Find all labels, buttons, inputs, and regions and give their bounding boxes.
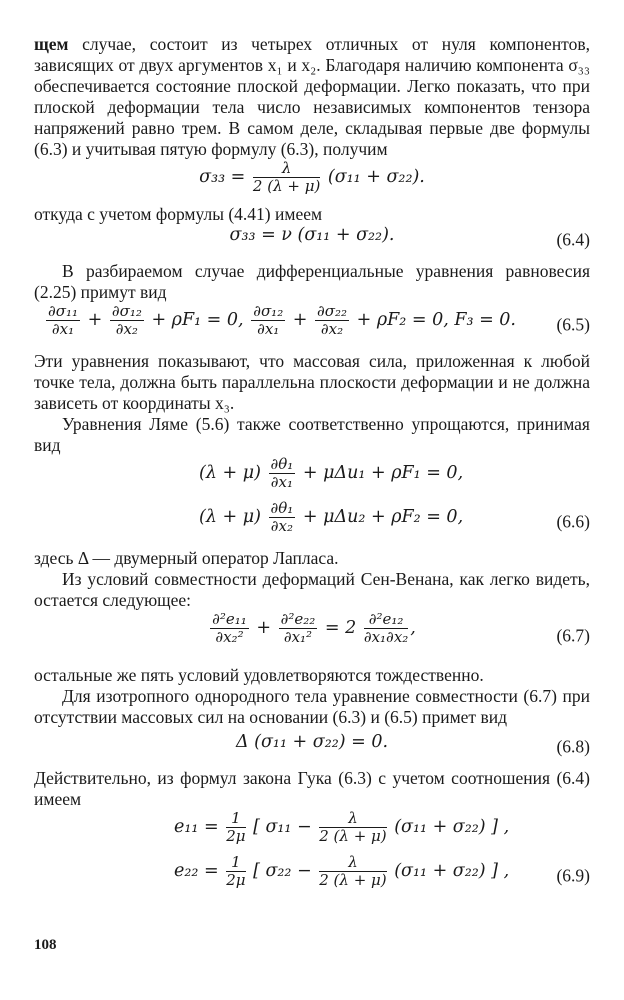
eq65-mid: + ρF₁ = 0, (151, 310, 244, 330)
eq69b-end: (σ₁₁ + σ₂₂) ] , (394, 861, 510, 881)
paragraph-9: Для изотропного однородного тела уравнение совместности (6.7) при отсутствии массовых сил на основании (6.3) и (6.5) примет вид (34, 686, 590, 727)
eq67-mid: = 2 (324, 618, 357, 638)
equation-6-6a (34, 456, 590, 500)
equation-number-6-5: (6.5) (556, 314, 590, 335)
eq65-f3-den: ∂x₁ (257, 320, 280, 338)
eq66b-frac (269, 500, 296, 535)
eq67-f2-den: ∂x₁² (283, 628, 313, 646)
eq65-f4-num: ∂σ₂₂ (317, 302, 348, 320)
eq69b-frac-num: λ (319, 854, 386, 872)
eq67-frac-3 (364, 611, 408, 646)
eq65-frac-3 (251, 303, 285, 338)
paragraph-3: В разбираемом случае дифференциальные уравнения равновесия (2.25) примут вид (34, 261, 590, 302)
eq66a-pre: (λ + μ) (199, 463, 261, 483)
eq68-body: Δ (σ₁₁ + σ₂₂) = 0. (235, 732, 389, 752)
eq69b-coef (226, 854, 245, 889)
eq65-f2-den: ∂x₂ (115, 320, 138, 338)
eq65-f4-den: ∂x₂ (320, 320, 344, 338)
equation-number-6-7: (6.7) (556, 625, 590, 646)
eq65-frac-2 (110, 303, 144, 338)
equation-number-6-8: (6.8) (556, 736, 590, 757)
eq67-f3-num: ∂²e₁₂ (364, 611, 408, 629)
paragraph-1-text: случае, состоит из четырех отличных от нуля компонентов, зависящих от двух аргументов x₁ и x₂. Благодаря наличию компонента σ₃₃ обеспечивается состояние плоской деформации. Легко показать, что при плоской деформации тела число независимых компонентов тензора напряжений равно трем. В самом деле, складывая первые две формулы (6.3) и учитывая пятую формулу (6.3), получим (34, 34, 590, 159)
eq67-frac-1 (210, 611, 249, 646)
equation-number-6-6: (6.6) (556, 511, 590, 532)
equation-6-6b (34, 500, 590, 544)
paragraph-10: Действительно, из формул закона Гука (6.3) с учетом соотношения (6.4) имеем (34, 768, 590, 809)
paragraph-4: Эти уравнения показывают, что массовая сила, приложенная к любой точке тела, должна быть параллельна плоскости деформации и не должна зависеть от координаты x₃. (34, 351, 590, 413)
eq69b-coef-den: 2μ (226, 871, 246, 889)
paragraph-5: Уравнения Ляме (5.6) также соответственно упрощаются, принимая вид (34, 414, 590, 455)
eq69a-coef-den: 2μ (226, 827, 246, 845)
paragraph-8: остальные же пять условий удовлетворяются тождественно. (34, 665, 484, 685)
eq67-f1-den: ∂x₂² (215, 628, 244, 646)
equation-number-6-4: (6.4) (556, 229, 590, 250)
eq69b-frac (319, 854, 386, 889)
paragraph-7: Из условий совместности деформаций Сен-Венана, как легко видеть, остается следующее: (34, 569, 590, 610)
equation-6-7: $\frac{\text{∂²e₁₁}}{\text{∂x₂²}}$ + $\frac{\text{∂²e₂₂}}{\text{∂x₁²}}$ = 2 $\frac{\text{∂²e₁₂}}{\text{∂x₁∂x₂}}$ , (6.7) (212, 610, 590, 646)
eq65-f1-den: ∂x₁ (51, 320, 75, 338)
equation-6-9b (34, 854, 590, 898)
eq1-fraction (253, 160, 320, 195)
eq67-end: , (410, 618, 416, 638)
eq69a-frac-num: λ (319, 810, 386, 828)
eq66b-post: + μΔu₂ + ρF₂ = 0, (302, 507, 464, 527)
bold-fragment: щем (34, 34, 69, 54)
eq69b-frac-den: 2 (λ + μ) (319, 871, 387, 889)
eq66b-pre: (λ + μ) (199, 507, 261, 527)
eq69a-frac-den: 2 (λ + μ) (319, 827, 387, 845)
eq69a-in: [ σ₁₁ − (253, 817, 312, 837)
eq69a-frac (319, 810, 386, 845)
eq66a-post: + μΔu₁ + ρF₁ = 0, (302, 463, 464, 483)
equation-6-4 (34, 225, 590, 255)
eq66b-den: ∂x₂ (270, 517, 294, 535)
eq66a-frac (269, 456, 296, 491)
eq1-rhs: (σ₁₁ + σ₂₂). (327, 167, 425, 187)
eq1-lhs: σ₃₃ = (199, 167, 246, 187)
eq65-f3-num: ∂σ₁₂ (253, 302, 284, 320)
paragraph-1 (34, 34, 590, 160)
eq69b-lhs: e₂₂ = (174, 861, 219, 881)
eq64-body: σ₃₃ = ν (σ₁₁ + σ₂₂). (229, 225, 395, 245)
equation-6-9a (34, 810, 590, 854)
eq69b-in: [ σ₂₂ − (253, 861, 312, 881)
eq67-f1-num: ∂²e₁₁ (212, 610, 247, 628)
eq67-f2-num: ∂²e₂₂ (280, 610, 316, 628)
eq67-frac-2 (279, 611, 318, 646)
eq65-f2-num: ∂σ₁₂ (111, 302, 142, 320)
equation-6-8 (34, 732, 590, 762)
paragraph-2: откуда с учетом формулы (4.41) имеем (34, 204, 323, 224)
eq66b-num: ∂θ₁ (270, 499, 294, 517)
equation-number-6-9: (6.9) (556, 865, 590, 886)
eq1-num: λ (253, 160, 320, 178)
page-body (34, 34, 590, 898)
equation-6-5: $\frac{\text{∂σ₁₁}}{\text{∂x₁}}$ + $\frac{\text{∂σ₁₂}}{\text{∂x₂}}$ + ρF₁ = 0, $\frac{\text{∂σ₁₂}}{\text{∂x₁}}$ + $\frac{\text{∂σ₂₂}}{\text{∂x₂}}$ + ρF₂ = 0, F₃ = 0. (6.5) (48, 302, 590, 338)
eq65-end: + ρF₂ = 0, F₃ = 0. (356, 310, 516, 330)
eq1-den: 2 (λ + μ) (252, 177, 321, 195)
paragraph-6: здесь Δ — двумерный оператор Лапласа. (34, 548, 339, 568)
eq69a-lhs: e₁₁ = (174, 817, 219, 837)
eq65-frac-4 (315, 303, 349, 338)
eq66a-den: ∂x₁ (270, 473, 294, 491)
eq65-f1-num: ∂σ₁₁ (48, 302, 79, 320)
eq69a-end: (σ₁₁ + σ₂₂) ] , (394, 817, 510, 837)
equation-sigma33 (34, 160, 590, 204)
eq69a-coef-num: 1 (226, 810, 245, 828)
eq69a-coef (226, 810, 245, 845)
eq69b-coef-num: 1 (226, 854, 245, 872)
page-number: 108 (34, 937, 57, 953)
eq66a-num: ∂θ₁ (270, 455, 294, 473)
eq67-f3-den: ∂x₁∂x₂ (363, 628, 409, 646)
eq65-frac-1 (46, 303, 80, 338)
